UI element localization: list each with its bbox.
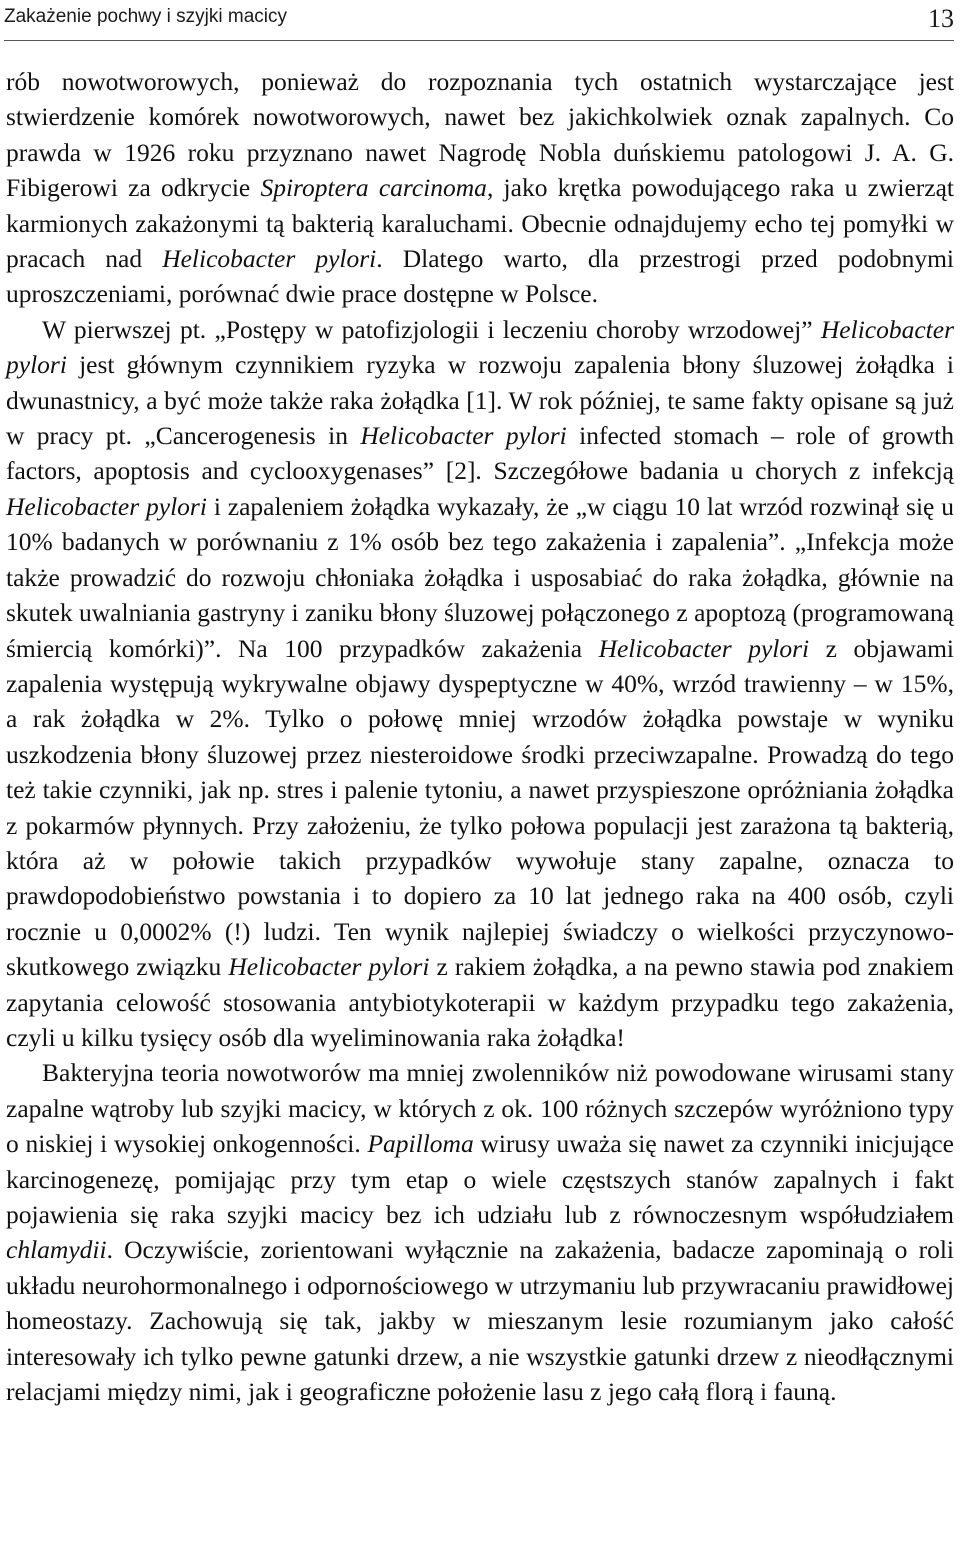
italic-term: Helicobacter pylori [162, 244, 377, 274]
text-run: jest głównym czynnikiem ryzyka w rozwoju zapalenia błony śluzowej żołądka i dwunastnicy, a być może także raka żołądka [1]. W rok później, te same fakty opisane są już w pracy pt. „Cancerogenesis in [6, 350, 954, 451]
text-run: Bakteryjna teoria nowotworów ma mniej zwolenników niż powodowane wirusami stany zapalne wątroby lub szyjki macicy, w których z ok. 100 różnych szczepów wyróżniono typy o niskiej i wysokiej onkogenności. [6, 1058, 954, 1159]
text-run: infected stomach – role of growth factors, apoptosis and cyclooxygenases” [2]. Szczegółowe badania u chorych z infekcją [6, 421, 954, 486]
paragraph [6, 312, 954, 1056]
italic-term: Helicobacter pylori [360, 421, 567, 451]
text-run: W pierwszej pt. „Postępy w patofizjologii i leczeniu choroby wrzodowej” [42, 314, 821, 344]
text-run: . Dlatego warto, dla przestrogi przed podobnymi uproszczeniami, porównać dwie prace dostępne w Polsce. [6, 244, 954, 309]
running-title: Zakażenie pochwy i szyjki macicy [4, 6, 287, 27]
italic-term: Helicobacter pylori [6, 491, 207, 521]
paragraph [6, 1055, 954, 1409]
text-run: z rakiem żołądka, a na pewno stawia pod znakiem zapytania celowość stosowania antybiotykoterapii w każdym przypadku tego zakażenia, czyli u kilku tysięcy osób dla wyeliminowania raka żołądka! [6, 952, 955, 1052]
text-run: , jako krętka powodującego raka u zwierząt karmionych zakażonymi tą bakterią karaluchami. Obecnie odnajdujemy echo tej pomyłki w pracach nad [6, 173, 954, 274]
header-rule [4, 40, 954, 41]
text-run: z objawami zapalenia występują wykrywalne objawy dyspeptyczne w 40%, wrzód trawienny – w 15%, a rak żołądka w 2%. Tylko o połowę mniej wrzodów żołądka powstaje w wyniku uszkodzenia błony śluzowej przez niesteroidowe środki przeciwzapalne. Prowadzą do tego też takie czynniki, jak np. stres i palenie tytoniu, a nawet przyspieszone opróżniania żołądka z pokarmów płynnych. Przy założeniu, że tylko połowa populacji jest zarażona tą bakterią, która aż w połowie takich przypadków wywołuje stany zapalne, oznacza to prawdopodobieństwo powstania i to dopiero za 10 lat jednego raka na 400 osób, czyli rocznie u 0,0002% (!) ludzi. Ten wynik najlepiej świadczy o wielkości przyczynowo-skutkowego związku [6, 633, 955, 982]
italic-term: chlamydii [6, 1235, 107, 1265]
body-text [6, 64, 954, 1409]
running-header [4, 2, 954, 32]
italic-term: Helicobacter pylori [228, 952, 430, 982]
paragraph [6, 64, 954, 312]
text-run: i zapaleniem żołądka wykazały, że „w ciągu 10 lat wrzód rozwinął się u 10% badanych w porównaniu z 1% osób bez tego zakażenia i zapalenia”. „Infekcja może także prowadzić do rozwoju chłoniaka żołądka i usposabiać do raka żołądka, głównie na skutek uwalniania gastryny i zaniku błony śluzowej połączonego z apoptozą (programowaną śmiercią komórki)”. Na 100 przypadków zakażenia [6, 491, 954, 663]
text-run: . Oczywiście, zorientowani wyłącznie na zakażenia, badacze zapominają o roli układu neurohormonalnego i odpornościowego w utrzymaniu lub przywracaniu prawidłowej homeostazy. Zachowują się tak, jakby w mieszanym lesie rozumianym jako całość interesowały ich tylko pewne gatunki drzew, a nie wszystkie gatunki drzew z nieodłącznymi relacjami między nimi, jak i geograficzne położenie lasu z jego całą florą i fauną. [6, 1235, 954, 1407]
italic-term: Spiroptera carcinoma [260, 173, 487, 203]
italic-term: Papilloma [367, 1129, 474, 1159]
text-run: wirusy uważa się nawet za czynniki inicjujące karcinogenezę, pomijając przy tym etap o wiele częstszych stanów zapalnych i fakt pojawienia się raka szyjki macicy bez ich udziału lub z równoczesnym współudziałem [6, 1129, 954, 1229]
page-number: 13 [928, 4, 954, 33]
italic-term: Helicobacter pylori [598, 633, 810, 663]
text-run: rób nowotworowych, ponieważ do rozpoznania tych ostatnich wystarczające jest stwierdzenie komórek nowotworowych, nawet bez jakichkolwiek oznak zapalnych. Co prawda w 1926 roku przyznano nawet Nagrodę Nobla duńskiemu patologowi J. A. G. Fibigerowi za odkrycie [6, 67, 954, 203]
italic-term: Helicobacter pylori [6, 314, 954, 380]
